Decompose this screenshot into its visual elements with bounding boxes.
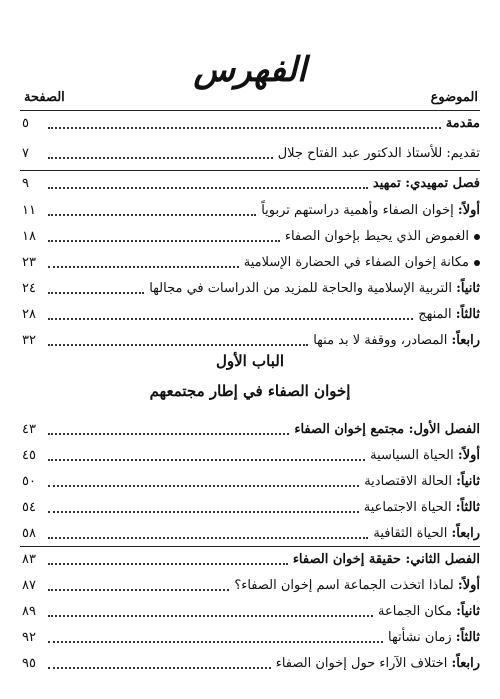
section-rule xyxy=(20,170,480,171)
leader-dots xyxy=(48,579,229,591)
toc-entry-text: إخوان الصفاء وأهمية دراستهم تربوياً xyxy=(261,203,458,218)
toc-entry xyxy=(22,446,480,466)
leader-dots xyxy=(48,527,368,539)
leader-dots xyxy=(48,501,359,513)
leader-dots xyxy=(48,282,144,294)
toc-page-number: ٣٢ xyxy=(22,333,36,348)
toc-entry xyxy=(22,201,480,221)
toc-entry-prefix: ثانياً: xyxy=(456,281,480,296)
toc-entry-prefix: ثالثاً: xyxy=(455,500,480,515)
toc-entry xyxy=(22,498,480,518)
toc-entry-label xyxy=(370,524,480,544)
subject-column-header: الموضوع xyxy=(430,90,478,105)
toc-entry-text: لماذا اتخذت الجماعة اسم إخوان الصفاء؟ xyxy=(234,578,458,593)
toc-entry xyxy=(22,550,480,570)
leader-dots xyxy=(48,605,373,617)
toc-page-number: ١٨ xyxy=(22,229,36,244)
leader-dots xyxy=(48,553,288,565)
page-column-header: الصفحة xyxy=(24,90,65,105)
leader-dots xyxy=(48,204,256,216)
toc-entry-text: تقديم: للأستاذ الدكتور عبد الفتاح جلال xyxy=(277,146,480,161)
toc-entry-label xyxy=(361,498,480,518)
toc-entry xyxy=(22,628,480,648)
toc-page-number: ١١ xyxy=(22,203,36,218)
leader-dots xyxy=(48,308,413,320)
leader-dots xyxy=(48,631,383,643)
toc-entry xyxy=(22,144,480,164)
toc-entry-prefix: ثانياً: xyxy=(456,604,480,619)
header-rule xyxy=(20,110,480,111)
toc-entry-prefix: الفصل الثاني: حقيقة إخوان الصفاء xyxy=(292,552,480,567)
toc-entry-label xyxy=(273,654,480,674)
toc-page-number: ٧ xyxy=(22,146,29,161)
toc-entry xyxy=(22,524,480,544)
leader-dots xyxy=(48,423,289,435)
toc-entry-label xyxy=(282,227,480,247)
leader-dots xyxy=(48,117,441,129)
section-rule xyxy=(20,546,480,547)
toc-entry-label xyxy=(415,305,480,325)
leader-dots xyxy=(48,177,368,189)
toc-entry-text: الحياة السياسية xyxy=(370,448,458,463)
toc-page-number: ٥٠ xyxy=(22,474,36,489)
toc-entry-prefix: ثالثاً: xyxy=(455,307,480,322)
toc-entry xyxy=(22,305,480,325)
toc-entry-prefix: الفصل الأول: مجتمع إخوان الصفاء xyxy=(294,422,480,437)
toc-entry-label xyxy=(275,144,480,164)
toc-page-number: ٥ xyxy=(22,116,29,131)
toc-page-number: ٩٢ xyxy=(22,630,36,645)
toc-entry-label xyxy=(361,472,480,492)
leader-dots xyxy=(48,475,359,487)
leader-dots xyxy=(48,147,273,159)
toc-entry-text: الحياة الاجتماعية xyxy=(363,500,456,515)
toc-entry-text: مكانة إخوان الصفاء في الحضارة الإسلامية xyxy=(243,255,469,270)
toc-page-number: ٤٣ xyxy=(22,422,36,437)
toc-entry xyxy=(22,602,480,622)
toc-entry-label xyxy=(367,446,480,466)
toc-page-number: ٥٤ xyxy=(22,500,36,515)
toc-page-number: ٢٨ xyxy=(22,307,36,322)
leader-dots xyxy=(48,449,365,461)
toc-entry-prefix: ثانياً: xyxy=(456,474,480,489)
toc-entry-text: زمان نشأتها xyxy=(388,630,456,645)
toc-entry-label xyxy=(146,279,480,299)
leader-dots xyxy=(48,657,271,669)
toc-page-number: ٨٣ xyxy=(22,552,36,567)
toc-entry xyxy=(22,654,480,674)
toc-page-number: ٨٩ xyxy=(22,604,36,619)
toc-page-number: ٢٤ xyxy=(22,281,36,296)
toc-entry-text: التربية الإسلامية والحاجة للمزيد من الدراسات في مجالها xyxy=(149,281,457,296)
toc-entry-prefix: فصل تمهيدي: تمهيد xyxy=(372,176,480,191)
toc-page-number: ٩٥ xyxy=(22,656,36,671)
toc-entry-label xyxy=(310,331,480,351)
toc-entry-label xyxy=(241,253,480,273)
toc-entry-label xyxy=(291,420,480,440)
toc-entry xyxy=(22,253,480,273)
toc-entry-prefix: مقدمة xyxy=(445,116,480,131)
toc-entry-prefix: ثالثاً: xyxy=(455,630,480,645)
toc-entry-text: الغموض الذي يحيط بإخوان الصفاء xyxy=(284,229,469,244)
toc-entry-label xyxy=(385,628,480,648)
toc-entry-label xyxy=(443,114,480,134)
toc-page-number: ٩ xyxy=(22,176,29,191)
toc-entry xyxy=(22,114,480,134)
toc-entry xyxy=(22,420,480,440)
part-subtitle: إخوان الصفاء في إطار مجتمعهم xyxy=(149,382,351,400)
toc-entry xyxy=(22,331,480,351)
toc-entry-prefix: رابعاً: xyxy=(451,656,480,671)
toc-entry-text: المصادر، ووقفة لا بد منها xyxy=(313,333,452,348)
toc-entry xyxy=(22,279,480,299)
toc-entry xyxy=(22,472,480,492)
toc-entry-text: الحالة الاقتصادية xyxy=(364,474,457,489)
page-title: الفهرس xyxy=(193,50,307,90)
toc-entry-label xyxy=(231,576,480,596)
leader-dots xyxy=(48,256,239,268)
toc-entry-prefix: أولاً: xyxy=(457,203,480,218)
toc-page-number: ٥٨ xyxy=(22,526,36,541)
toc-entry-prefix: أولاً: xyxy=(457,578,480,593)
toc-entry-text: اختلاف الآراء حول إخوان الصفاء xyxy=(275,656,452,671)
toc-entry-label xyxy=(375,602,480,622)
toc-entry-prefix: أولاً: xyxy=(457,448,480,463)
part-title: الباب الأول xyxy=(215,352,285,370)
toc-page-number: ٢٣ xyxy=(22,255,36,270)
toc-entry-text: الحياة الثقافية xyxy=(373,526,452,541)
leader-dots xyxy=(48,334,308,346)
toc-page-number: ٨٧ xyxy=(22,578,36,593)
leader-dots xyxy=(48,230,280,242)
toc-entry-label xyxy=(370,174,480,194)
bullet-icon xyxy=(474,260,480,266)
toc-entry-prefix: رابعاً: xyxy=(451,526,480,541)
toc-entry-text: المنهج xyxy=(418,307,456,322)
toc-page-number: ٤٥ xyxy=(22,448,36,463)
toc-entry-label xyxy=(258,201,480,221)
toc-entry-text: مكان الجماعة xyxy=(378,604,457,619)
toc-entry xyxy=(22,174,480,194)
toc-entry xyxy=(22,576,480,596)
bullet-icon xyxy=(474,234,480,240)
toc-entry-prefix: رابعاً: xyxy=(451,333,480,348)
toc-entry-label xyxy=(290,550,480,570)
toc-entry xyxy=(22,227,480,247)
